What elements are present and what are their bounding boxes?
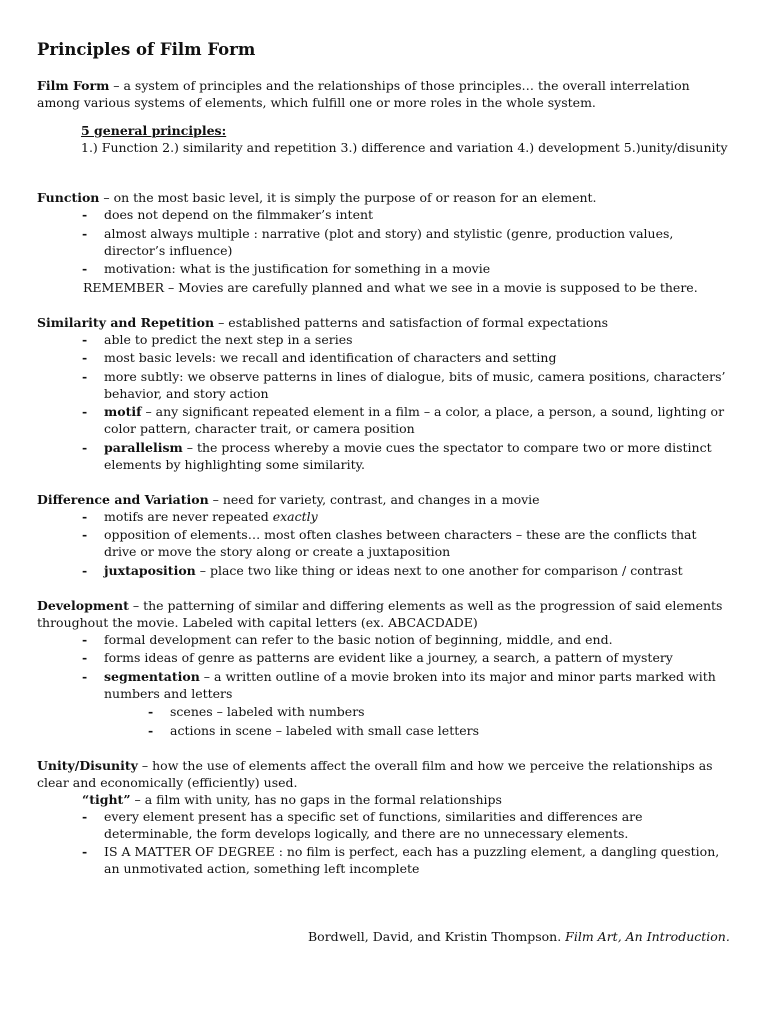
document-title: Principles of Film Form bbox=[37, 40, 256, 59]
list-item-text: every element present has a specific set of functions, similarities and differences are determinable, the form develops logically, and there are no unnecessary elements. bbox=[104, 808, 643, 841]
sub-list-item bbox=[147, 722, 732, 739]
function-text: – on the most basic level, it is simply the purpose of or reason for an element. bbox=[99, 190, 597, 205]
citation bbox=[308, 928, 730, 945]
segmentation-sublist bbox=[37, 703, 732, 739]
tight-term: “tight” bbox=[82, 791, 131, 807]
bullet-dash: - bbox=[82, 225, 88, 241]
principles-list: 1.) Function 2.) similarity and repetition 3.) difference and variation 4.) development 5.)unity/disunity bbox=[81, 140, 728, 155]
unity-list bbox=[37, 808, 732, 878]
sub-list-item-text: scenes – labeled with numbers bbox=[170, 704, 365, 719]
bullet-dash: - bbox=[82, 562, 88, 578]
film-form-text: – a system of principles and the relationships of those principles… the overall interrelation among various systems of elements, which fulfill one or more roles in the whole system. bbox=[37, 78, 690, 110]
unity-section bbox=[37, 757, 732, 878]
tight-definition bbox=[37, 791, 732, 808]
similarity-definition bbox=[37, 314, 732, 331]
development-list bbox=[37, 631, 732, 702]
function-section bbox=[37, 189, 732, 296]
list-item bbox=[81, 260, 732, 277]
bullet-dash: - bbox=[82, 631, 88, 647]
bullet-dash: - bbox=[82, 808, 88, 824]
bullet-dash: - bbox=[82, 668, 88, 684]
film-form-definition bbox=[37, 77, 732, 111]
segmentation-text: – a written outline of a movie broken into its major and minor parts marked with numbers and letters bbox=[104, 668, 716, 701]
bullet-dash: - bbox=[82, 508, 88, 524]
similarity-section bbox=[37, 314, 732, 473]
bullet-dash: - bbox=[82, 261, 88, 276]
list-item bbox=[81, 225, 732, 259]
list-item-text: almost always multiple : narrative (plot and story) and stylistic (genre, production values, director’s influence) bbox=[104, 225, 674, 258]
list-item bbox=[81, 206, 732, 223]
development-definition bbox=[37, 597, 732, 631]
emphasis-text: exactly bbox=[272, 508, 318, 524]
bullet-dash: - bbox=[148, 722, 154, 738]
list-item-text: most basic levels: we recall and identification of characters and setting bbox=[104, 350, 557, 365]
difference-section bbox=[37, 491, 732, 579]
list-item bbox=[81, 631, 732, 648]
sub-list-item-text: actions in scene – labeled with small case letters bbox=[170, 722, 480, 738]
development-text: – the patterning of similar and differing elements as well as the progression of said elements throughout the movie. Labeled with capital letters (ex. ABCACDADE) bbox=[37, 597, 723, 630]
juxtaposition-item bbox=[81, 562, 732, 579]
motif-text: – any significant repeated element in a film – a color, a place, a person, a sound, lighting or color pattern, character trait, or camera position bbox=[104, 404, 725, 436]
list-item-text: more subtly: we observe patterns in lines of dialogue, bits of music, camera positions, characters’ behavior, and story action bbox=[104, 368, 726, 401]
parallelism-term: parallelism bbox=[104, 439, 183, 455]
bullet-dash: - bbox=[82, 527, 88, 542]
bullet-dash: - bbox=[82, 650, 88, 665]
bullet-dash: - bbox=[82, 404, 88, 419]
similarity-term: Similarity and Repetition bbox=[37, 314, 215, 330]
list-item-text: able to predict the next step in a series bbox=[104, 331, 353, 347]
film-form-section bbox=[37, 77, 732, 156]
function-term: Function bbox=[37, 190, 100, 205]
bullet-dash: - bbox=[82, 844, 88, 859]
sub-list-item bbox=[147, 703, 732, 720]
difference-term: Difference and Variation bbox=[37, 491, 209, 507]
list-item-text: motifs are never repeated bbox=[104, 508, 273, 524]
list-item bbox=[81, 808, 732, 842]
citation-authors: Bordwell, David, and Kristin Thompson. bbox=[308, 929, 566, 944]
list-item-text: motivation: what is the justification for something in a movie bbox=[104, 261, 491, 276]
juxtaposition-text: – place two like thing or ideas next to one another for comparison / contrast bbox=[195, 562, 683, 578]
unity-term: Unity/Disunity bbox=[37, 757, 138, 773]
unity-text: – how the use of elements affect the overall film and how we perceive the relationships as clear and economically (efficiently) used. bbox=[37, 757, 713, 790]
list-item-text: opposition of elements… most often clashes between characters – these are the conflicts that drive or move the story along or create a juxtaposition bbox=[104, 527, 697, 559]
difference-text: – need for variety, contrast, and changes in a movie bbox=[208, 491, 540, 507]
remember-note: REMEMBER – Movies are carefully planned and what we see in a movie is supposed to be there. bbox=[83, 279, 698, 295]
motif-term: motif bbox=[104, 404, 142, 419]
list-item bbox=[81, 526, 732, 560]
difference-definition bbox=[37, 491, 732, 508]
tight-text: – a film with unity, has no gaps in the formal relationships bbox=[130, 791, 502, 807]
list-item-text: IS A MATTER OF DEGREE : no film is perfect, each has a puzzling element, a dangling question, an unmotivated action, something left incomplete bbox=[104, 844, 720, 876]
bullet-dash: - bbox=[82, 368, 88, 384]
list-item bbox=[81, 331, 732, 348]
motif-item bbox=[81, 403, 732, 437]
parallelism-item bbox=[81, 439, 732, 473]
development-section bbox=[37, 597, 732, 739]
list-item bbox=[81, 843, 732, 877]
juxtaposition-term: juxtaposition bbox=[104, 562, 196, 578]
segmentation-item bbox=[81, 668, 732, 702]
principles-block bbox=[81, 122, 732, 156]
list-item bbox=[81, 349, 732, 366]
bullet-dash: - bbox=[82, 350, 88, 365]
list-item bbox=[81, 649, 732, 666]
list-item-text: formal development can refer to the basic notion of beginning, middle, and end. bbox=[104, 631, 613, 647]
bullet-dash: - bbox=[82, 439, 88, 455]
list-item-text: forms ideas of genre as patterns are evident like a journey, a search, a pattern of mystery bbox=[104, 650, 673, 665]
similarity-list bbox=[37, 331, 732, 473]
bullet-dash: - bbox=[148, 704, 154, 719]
function-definition bbox=[37, 189, 732, 206]
bullet-dash: - bbox=[82, 207, 88, 222]
function-list bbox=[37, 206, 732, 277]
parallelism-text: – the process whereby a movie cues the spectator to compare two or more distinct elements by highlighting some similarity. bbox=[104, 439, 712, 472]
unity-definition bbox=[37, 757, 732, 791]
film-form-term: Film Form bbox=[37, 78, 110, 93]
citation-book-title: Film Art, An Introduction. bbox=[565, 929, 730, 944]
development-term: Development bbox=[37, 597, 129, 613]
principles-heading: 5 general principles: bbox=[81, 123, 227, 138]
difference-list bbox=[37, 508, 732, 579]
similarity-text: – established patterns and satisfaction of formal expectations bbox=[214, 314, 609, 330]
bullet-dash: - bbox=[82, 331, 88, 347]
list-item-text: does not depend on the filmmaker’s intent bbox=[104, 207, 374, 222]
segmentation-term: segmentation bbox=[104, 668, 200, 684]
list-item bbox=[81, 368, 732, 402]
list-item bbox=[81, 508, 732, 525]
